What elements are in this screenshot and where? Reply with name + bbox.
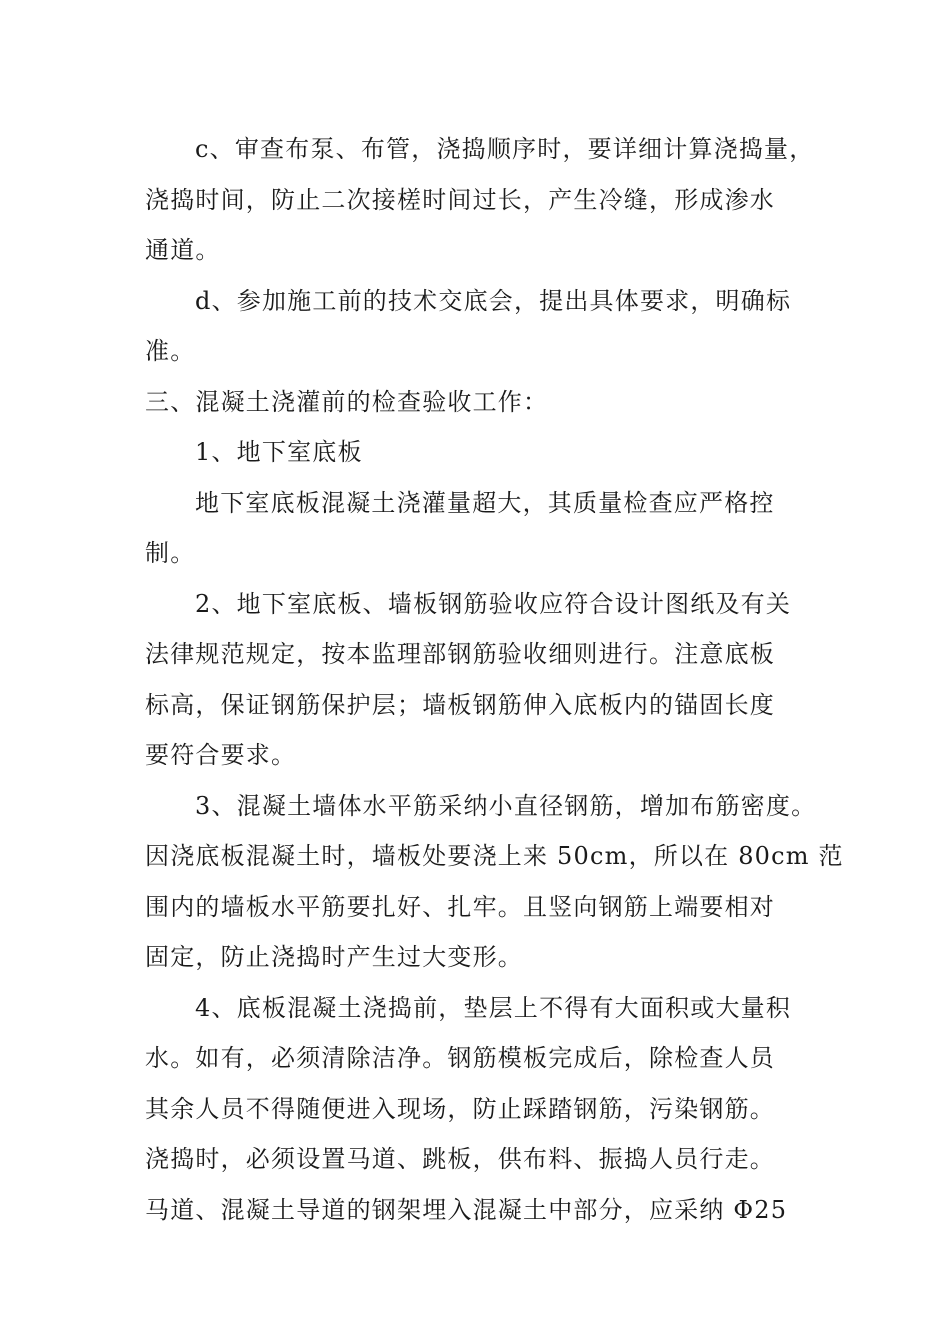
subsection-heading: 1、地下室底板	[195, 438, 363, 466]
text-line: 要符合要求。	[145, 741, 297, 769]
text-line: 浇捣时间，防止二次接槎时间过长，产生冷缝，形成渗水	[145, 185, 775, 214]
text-line: 浇捣时，必须设置马道、跳板，供布料、振捣人员行走。	[145, 1145, 775, 1173]
text-line: 围内的墙板水平筋要扎好、扎牢。且竖向钢筋上端要相对	[145, 892, 775, 921]
text-line: 马道、混凝土导道的钢架埋入混凝土中部分，应采纳 Φ25	[145, 1195, 788, 1224]
text-line: d、参加施工前的技术交底会，提出具体要求，明确标	[195, 286, 792, 315]
text-line: 通道。	[145, 236, 221, 264]
text-line: 固定，防止浇捣时产生过大变形。	[145, 943, 523, 971]
text-line: 法律规范规定，按本监理部钢筋验收细则进行。注意底板	[145, 640, 775, 668]
text-line: 准。	[145, 337, 196, 365]
text-line: 标高，保证钢筋保护层；墙板钢筋伸入底板内的锚固长度	[145, 690, 775, 719]
text-line: 制。	[145, 539, 196, 567]
text-line: 水。如有，必须清除洁净。钢筋模板完成后，除检查人员	[145, 1044, 775, 1072]
text-line: 其余人员不得随便进入现场，防止踩踏钢筋，污染钢筋。	[145, 1094, 775, 1123]
text-line: c、审查布泵、布管，浇捣顺序时，要详细计算浇捣量，	[195, 135, 815, 163]
text-line: 地下室底板混凝土浇灌量超大，其质量检查应严格控	[195, 488, 775, 517]
text-line: 因浇底板混凝土时，墙板处要浇上来 50cm，所以在 80cm 范	[145, 842, 844, 870]
text-line: 4、底板混凝土浇捣前，垫层上不得有大面积或大量积	[195, 993, 792, 1022]
text-line: 3、混凝土墙体水平筋采纳小直径钢筋，增加布筋密度。	[195, 791, 817, 820]
document-body	[145, 124, 844, 1235]
section-heading: 三、混凝土浇灌前的检查验收工作：	[145, 387, 549, 416]
text-line: 2、地下室底板、墙板钢筋验收应符合设计图纸及有关	[195, 589, 792, 618]
